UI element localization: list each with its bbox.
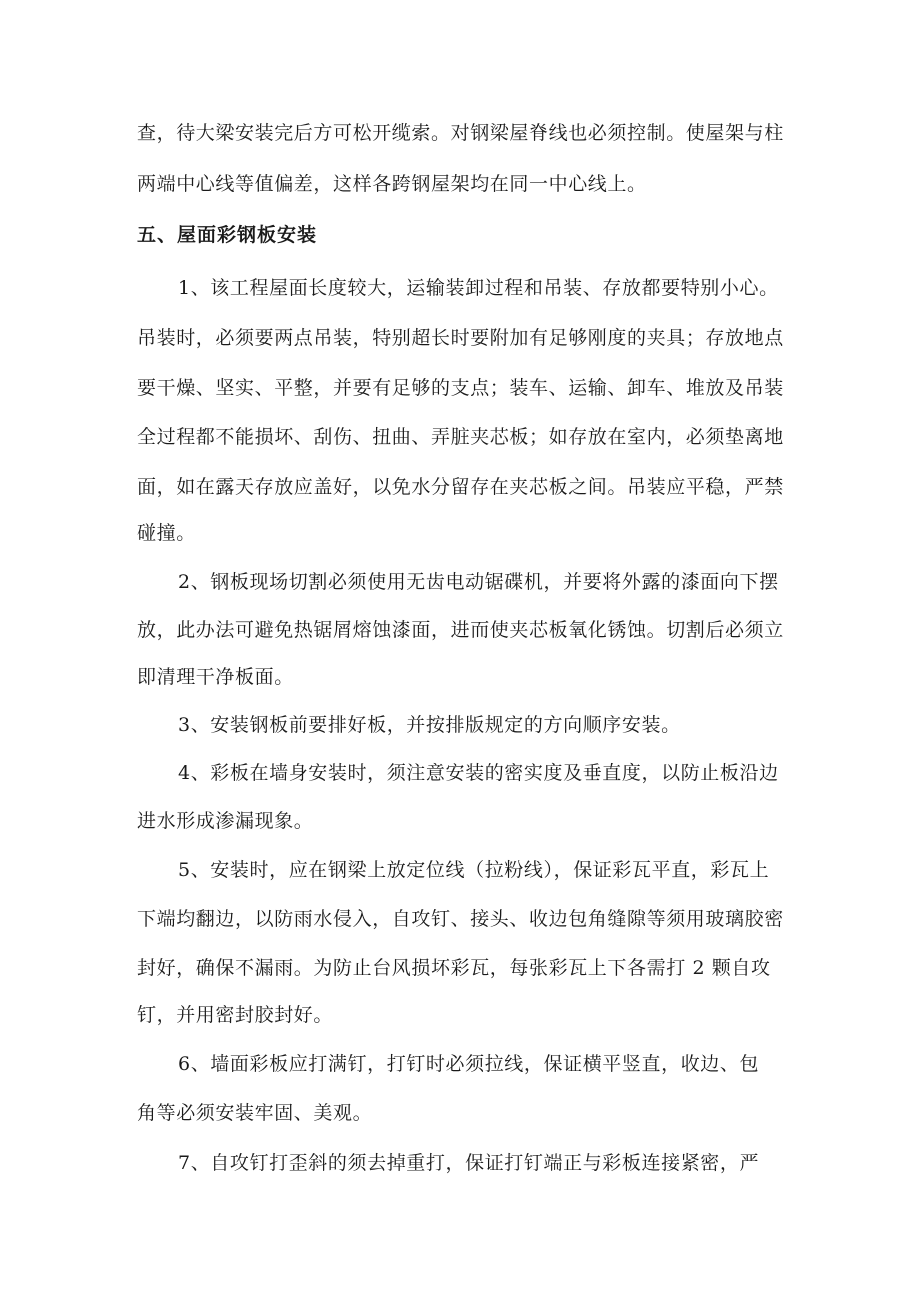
item-5-line-4: 钉，并用密封胶封好。 (137, 1004, 334, 1026)
item-6-line-1: 6、墙面彩板应打满钉，打钉时必须拉线，保证横平竖直，收边、包 (178, 1053, 760, 1075)
item-7-line-1: 7、自攻钉打歪斜的须去掉重打，保证打钉端正与彩板连接紧密，严 (178, 1152, 760, 1174)
item-1-line-1: 1、该工程屋面长度较大，运输装卸过程和吊装、存放都要特别小心。 (178, 277, 779, 299)
item-1-line-6: 碰撞。 (137, 522, 196, 544)
item-1-line-2: 吊装时，必须要两点吊装，特别超长时要附加有足够刚度的夹具；存放地点 (137, 327, 784, 349)
section-heading: 五、屋面彩钢板安装 (137, 224, 318, 246)
item-5-line-1: 5、安装时，应在钢梁上放定位线（拉粉线），保证彩瓦平直，彩瓦上 (178, 859, 770, 881)
item-4-line-1: 4、彩板在墙身安装时，须注意安装的密实度及垂直度，以防止板沿边 (178, 762, 779, 784)
item-2-line-1: 2、钢板现场切割必须使用无齿电动锯碟机，并要将外露的漆面向下摆 (178, 571, 779, 593)
item-1-line-5: 面，如在露天存放应盖好，以免水分留存在夹芯板之间。吊装应平稳，严禁 (137, 476, 784, 498)
item-3-line-1: 3、安装钢板前要排好板，并按排版规定的方向顺序安装。 (178, 714, 681, 736)
intro-line-2: 两端中心线等值偏差，这样各跨钢屋架均在同一中心线上。 (137, 173, 647, 195)
item-2-line-2: 放，此办法可避免热锯屑熔蚀漆面，进而使夹芯板氧化锈蚀。切割后必须立 (137, 619, 784, 641)
item-1-line-3: 要干燥、坚实、平整，并要有足够的支点；装车、运输、卸车、堆放及吊装 (137, 377, 784, 399)
item-5-line-2: 下端均翻边，以防雨水侵入，自攻钉、接头、收边包角缝隙等须用玻璃胶密 (137, 908, 784, 930)
item-2-line-3: 即清理干净板面。 (137, 666, 294, 688)
item-1-line-4: 全过程都不能损坏、刮伤、扭曲、弄脏夹芯板；如存放在室内，必须垫离地 (137, 426, 784, 448)
item-5-line-3: 封好，确保不漏雨。为防止台风损坏彩瓦，每张彩瓦上下各需打 2 颗自攻 (137, 957, 771, 979)
item-4-line-2: 进水形成渗漏现象。 (137, 810, 314, 832)
item-6-line-2: 角等必须安装牢固、美观。 (137, 1102, 373, 1124)
intro-line-1: 查，待大梁安装完后方可松开缆索。对钢梁屋脊线也必须控制。使屋架与柱 (137, 122, 784, 144)
